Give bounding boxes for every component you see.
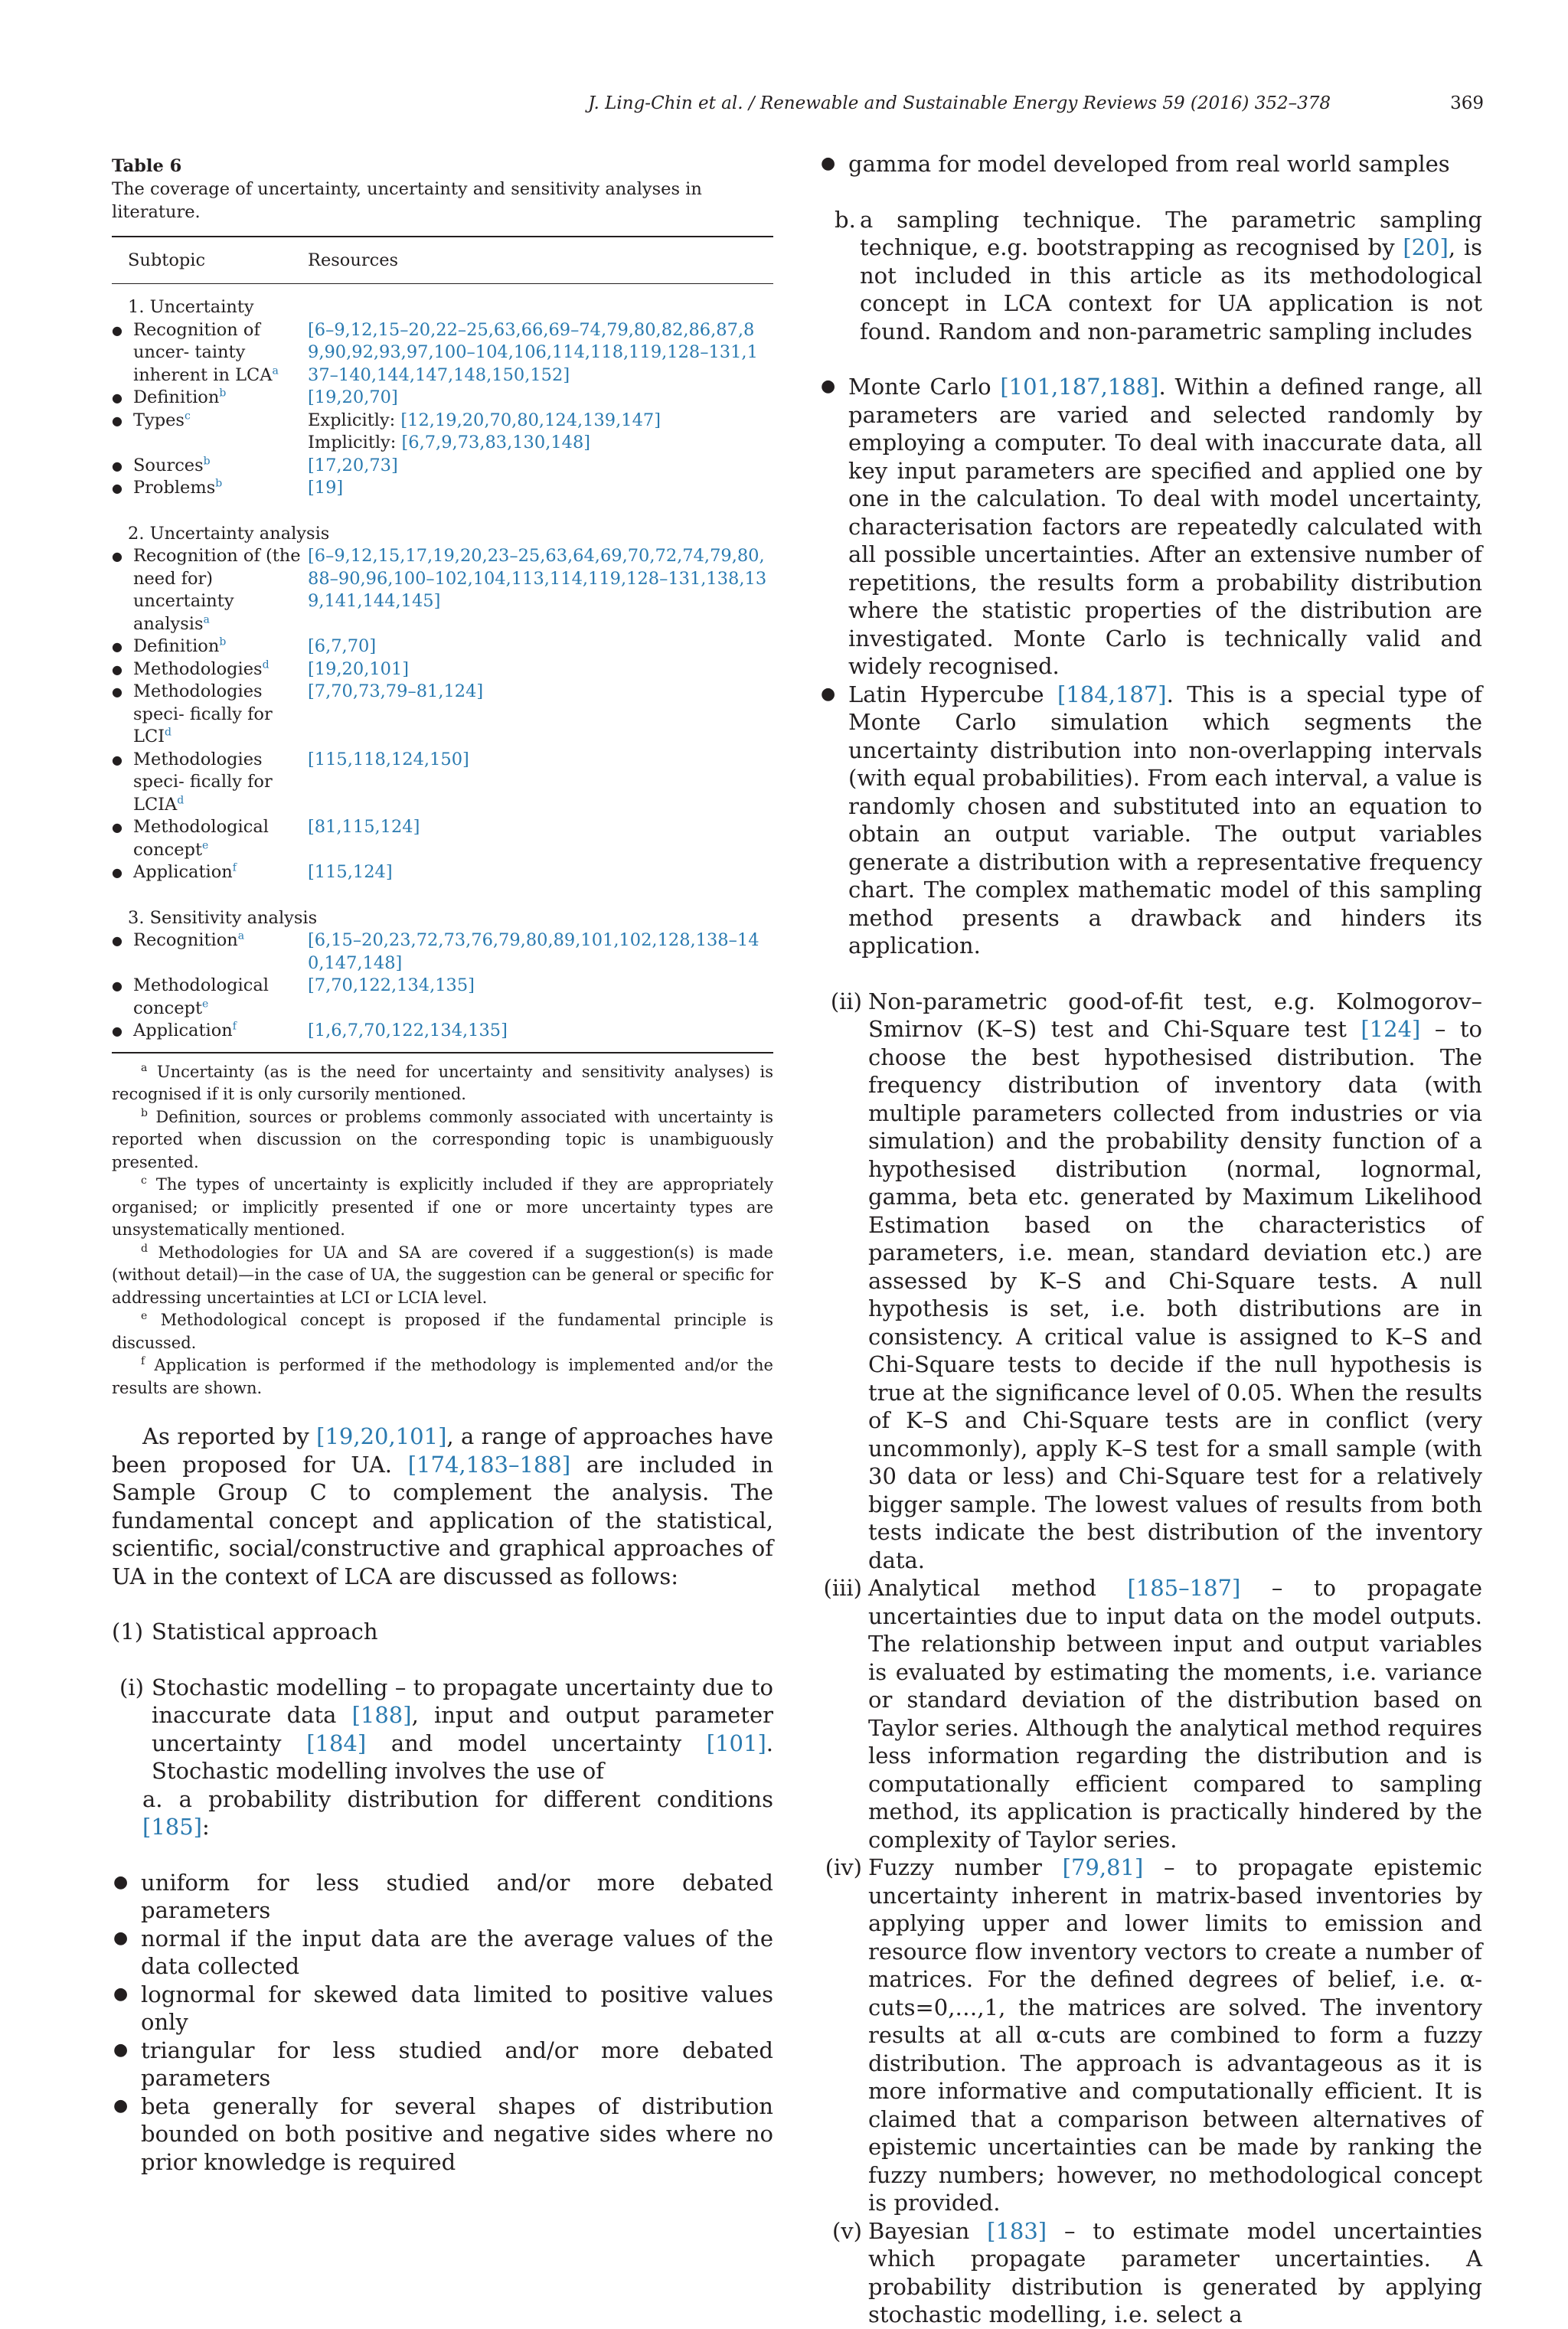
table-body bbox=[112, 284, 773, 1043]
item-fuzzy-number: (iv) Fuzzy number [79,81] – to propagate epistemic uncertainty inherent in matrix-based inventories by applying upper and lower limits to emission and resource flow inventory vectors to create a number of matrices. For the defined degrees of belief, i.e. α-cuts=0,…,1, the matrices are solved. The inventory results at all α-cuts are combined to form a fuzzy distribution. The approach is advantageous as it is more informative and computationally efficient. It is claimed that a comparison between alternatives of epistemic uncertainties can be made by ranking the fuzzy numbers; however, no methodological concept is provided. bbox=[825, 1854, 1482, 2216]
footnote-b: $^b$ Definition, sources or problems commonly associated with uncertainty is reported when discussion on the corresponding topic is unambiguously presented. bbox=[112, 1106, 773, 1171]
table-caption bbox=[112, 155, 773, 224]
row-label: Definition bbox=[133, 636, 220, 656]
table-row: ● Application$^f$ [115,124] bbox=[112, 861, 773, 884]
right-column bbox=[819, 150, 1482, 2329]
item-stochastic-modelling: (i) Stochastic modelling – to propagate uncertainty due to inaccurate data [188], input and output parameter uncertainty [184] and model uncertainty [101]. Stochastic modelling involves the use of bbox=[119, 1674, 773, 1784]
table-row: ● Methodological concept$^e$ [7,70,122,134,135] bbox=[112, 975, 773, 1020]
left-column bbox=[112, 155, 773, 2176]
row-resources[interactable]: [6–9,12,15,17,19,20,23–25,63,64,69,70,72,74,79,80,88–90,96,100–102,104,113,114,119,128–131,138,139,141,144,145] bbox=[308, 546, 767, 611]
table-row: ● Methodologies speci- fically for LCIA$^d$ [115,118,124,150] bbox=[112, 749, 773, 817]
row-resources[interactable]: [1,6,7,70,122,134,135] bbox=[308, 1021, 508, 1040]
row-label: Recognition of (the need for) uncertainty analysis bbox=[133, 546, 301, 634]
table-row: ● Methodologies speci- fically for LCI$^d$ [7,70,73,79–81,124] bbox=[112, 681, 773, 749]
row-resources: Explicitly: [12,19,20,70,80,124,139,147] Implicitly: [6,7,9,73,83,130,148] bbox=[308, 410, 661, 452]
table-row: ● Methodological concept$^e$ [81,115,124] bbox=[112, 816, 773, 861]
table-row: ● Sources$^b$ [17,20,73] bbox=[112, 455, 773, 478]
row-label: Methodologies speci- fically for LCI bbox=[133, 681, 273, 746]
running-header bbox=[112, 93, 1484, 124]
row-label: Methodologies bbox=[133, 658, 263, 679]
section-uncertainty-analysis: 2. Uncertainty analysis bbox=[128, 523, 330, 544]
row-resources[interactable]: [7,70,73,79–81,124] bbox=[308, 681, 484, 701]
journal-citation: J. Ling-Chin et al. / Renewable and Sustainable Energy Reviews 59 (2016) 352–378 bbox=[588, 93, 1331, 113]
page-number: 369 bbox=[1450, 93, 1484, 113]
row-label: Application bbox=[133, 1021, 233, 1040]
row-resources[interactable]: [6,15–20,23,72,73,76,79,80,89,101,102,128,138–140,147,148] bbox=[308, 930, 760, 973]
sub-item-a: a. a probability distribution for different conditions [185]: bbox=[142, 1785, 773, 1840]
row-label: Methodologies speci- fically for LCIA bbox=[133, 749, 273, 815]
row-label: Sources bbox=[133, 455, 204, 475]
footnote-d: $^d$ Methodologies for UA and SA are covered if a suggestion(s) is made (without detail)—in the case of UA, the suggestion can be general or specific for addressing uncertainties at LCI or LCIA level. bbox=[112, 1242, 773, 1307]
table-title: The coverage of uncertainty, uncertainty and sensitivity analyses in literature. bbox=[112, 179, 702, 222]
list-item: ● normal if the input data are the average values of the data collected bbox=[112, 1925, 773, 1981]
table-row: ● Methodologies$^d$ [19,20,101] bbox=[112, 658, 773, 681]
row-label: Problems bbox=[133, 478, 216, 498]
table-row: ● Definition$^b$ [19,20,70] bbox=[112, 387, 773, 410]
table-row: ● Recognition$^a$ [6,15–20,23,72,73,76,79,80,89,101,102,128,138–140,147,148] bbox=[112, 929, 773, 975]
list-item: ● beta generally for several shapes of distribution bounded on both positive and negative sides where no prior knowledge is required bbox=[112, 2092, 773, 2177]
table-footnotes bbox=[112, 1053, 773, 1400]
row-label: Recognition bbox=[133, 930, 238, 950]
row-label: Methodological concept bbox=[133, 817, 269, 860]
footnote-a: $^a$ Uncertainty (as is the need for uncertainty and sensitivity analyses) is recognised if it is only cursorily mentioned. bbox=[112, 1061, 773, 1103]
section-uncertainty: 1. Uncertainty bbox=[128, 297, 254, 317]
item-analytical-method: (iii) Analytical method [185–187] – to propagate uncertainties due to input data on the model outputs. The relationship between input and output variables is evaluated by estimating the moments, i.e. variance or standard deviation of the distribution based on Taylor series. Although the analytical method requires less information regarding the distribution and is computationally efficient compared to sampling method, its application is practically hindered by the complexity of Taylor series. bbox=[823, 1575, 1482, 1853]
table-row: ● Types$^c$ Explicitly: [12,19,20,70,80,124,139,147] Implicitly: [6,7,9,73,83,130,148] bbox=[112, 410, 773, 455]
gamma-list bbox=[819, 150, 1482, 178]
col-subtopic: Subtopic bbox=[128, 250, 206, 270]
row-label: Recognition of uncer- tainty inherent in LCA bbox=[133, 319, 273, 385]
table-header bbox=[112, 237, 773, 283]
table-label: Table 6 bbox=[112, 156, 182, 176]
row-resources[interactable]: [17,20,73] bbox=[308, 455, 398, 475]
list-item-monte-carlo: ● Monte Carlo [101,187,188]. Within a defined range, all parameters are varied and selected randomly by employing a computer. To deal with inaccurate data, all key input parameters are specified and applied one by one in the calculation. To deal with model uncertainty, characterisation factors are repeatedly calculated with all possible uncertainties. After an extensive number of repetitions, the results form a probability distribution where the statistic properties of the distribution are investigated. Monte Carlo is technically valid and widely recognised. bbox=[819, 373, 1482, 681]
row-resources[interactable]: [7,70,122,134,135] bbox=[308, 975, 475, 995]
table-row: ● Recognition of uncer- tainty inherent in LCA$^a$ [6–9,12,15–20,22–25,63,66,69–74,79,80,82,86,87,89,90,92,93,97,100–104,106,114,118,119,128–131,137–140,144,147,148,150,152] bbox=[112, 319, 773, 387]
row-resources[interactable]: [19,20,101] bbox=[308, 658, 410, 679]
heading-statistical-approach: (1) Statistical approach bbox=[112, 1619, 378, 1645]
table-row: ● Application$^f$ [1,6,7,70,122,134,135] bbox=[112, 1020, 773, 1043]
table-row: ● Problems$^b$ [19] bbox=[112, 477, 773, 500]
row-label: Definition bbox=[133, 387, 220, 407]
list-item-latin-hypercube: ● Latin Hypercube [184,187]. This is a special type of Monte Carlo simulation which segments the uncertainty distribution into non-overlapping intervals (with equal probabilities). From each interval, a value is randomly chosen and substituted into an equation to obtain an output variable. The output variables generate a distribution with a representative frequency chart. The complex mathematic model of this sampling method presents a drawback and hinders its application. bbox=[819, 681, 1482, 960]
row-label: Application bbox=[133, 862, 233, 882]
row-resources[interactable]: [81,115,124] bbox=[308, 817, 420, 837]
sub-item-b: b. a sampling technique. The parametric sampling technique, e.g. bootstrapping as recognised by [20], is not included in this article as its methodological concept in LCA context for UA application is not found. Random and non-parametric sampling includes bbox=[835, 206, 1482, 345]
row-label: Methodological concept bbox=[133, 975, 269, 1018]
table-row: ● Definition$^b$ [6,7,70] bbox=[112, 635, 773, 658]
list-item: ● uniform for less studied and/or more debated parameters bbox=[112, 1869, 773, 1925]
distribution-list bbox=[112, 1869, 773, 2177]
row-resources[interactable]: [6,7,70] bbox=[308, 636, 377, 656]
row-resources[interactable]: [19,20,70] bbox=[308, 387, 398, 407]
footnote-c: $^c$ The types of uncertainty is explicitly included if they are appropriately organised; or implicitly presented if one or more uncertainty types are unsystematically mentioned. bbox=[112, 1174, 773, 1239]
row-label: Types bbox=[133, 410, 185, 430]
footnote-e: $^e$ Methodological concept is proposed if the fundamental principle is discussed. bbox=[112, 1310, 773, 1352]
item-bayesian: (v) Bayesian [183] – to estimate model uncertainties which propagate parameter uncertainties. A probability distribution is generated by applying stochastic modelling, i.e. select a bbox=[831, 2217, 1482, 2327]
item-goodness-of-fit: (ii) Non-parametric good-of-fit test, e.g. Kolmogorov–Smirnov (K–S) test and Chi-Square test [124] – to choose the best hypothesised distribution. The frequency distribution of inventory data (with multiple parameters collected from industries or via simulation) and the probability density function of a hypothesised distribution (normal, lognormal, gamma, beta etc. generated by Maximum Likelihood Estimation based on the characteristics of parameters, i.e. mean, standard deviation etc.) are assessed by K–S and Chi-Square tests. A null hypothesis is set, i.e. both distributions are in consistency. A critical value is assigned to K–S and Chi-Square tests to decide if the null hypothesis is true at the significance level of 0.05. When the results of K–S and Chi-Square tests are in conflict (very uncommonly), apply K–S test for a small sample (with 30 data or less) and Chi-Square test for a relatively bigger sample. The lowest values of results from both tests indicate the best distribution of the inventory data. bbox=[830, 988, 1482, 1573]
row-resources[interactable]: [115,118,124,150] bbox=[308, 749, 469, 769]
list-item: ● gamma for model developed from real world samples bbox=[819, 150, 1482, 178]
left-body-text bbox=[112, 1423, 773, 2176]
col-resources: Resources bbox=[308, 250, 399, 270]
row-resources[interactable]: [19] bbox=[308, 478, 344, 498]
intro-paragraph: As reported by [19,20,101], a range of approaches have been proposed for UA. [174,183–188] are included in Sample Group C to complement the analysis. The fundamental concept and application of the statistical, scientific, social/constructive and graphical approaches of UA in the context of LCA are discussed as follows: bbox=[112, 1423, 774, 1589]
row-resources[interactable]: [115,124] bbox=[308, 862, 393, 882]
table-row: ● Recognition of (the need for) uncertainty analysis$^a$ [6–9,12,15,17,19,20,23–25,63,64,69,70,72,74,79,80,88–90,96,100–102,104,113,114,119,128–131,138,139,141,144,145] bbox=[112, 545, 773, 635]
section-sensitivity-analysis: 3. Sensitivity analysis bbox=[128, 907, 318, 928]
row-resources[interactable]: [6–9,12,15–20,22–25,63,66,69–74,79,80,82,86,87,89,90,92,93,97,100–104,106,114,118,119,128–131,137–140,144,147,148,150,152] bbox=[308, 319, 758, 385]
list-item: ● lognormal for skewed data limited to positive values only bbox=[112, 1981, 773, 2037]
sampling-list bbox=[819, 373, 1482, 960]
list-item: ● triangular for less studied and/or more debated parameters bbox=[112, 2037, 773, 2092]
footnote-f: $^f$ Application is performed if the methodology is implemented and/or the results are shown. bbox=[112, 1355, 773, 1397]
